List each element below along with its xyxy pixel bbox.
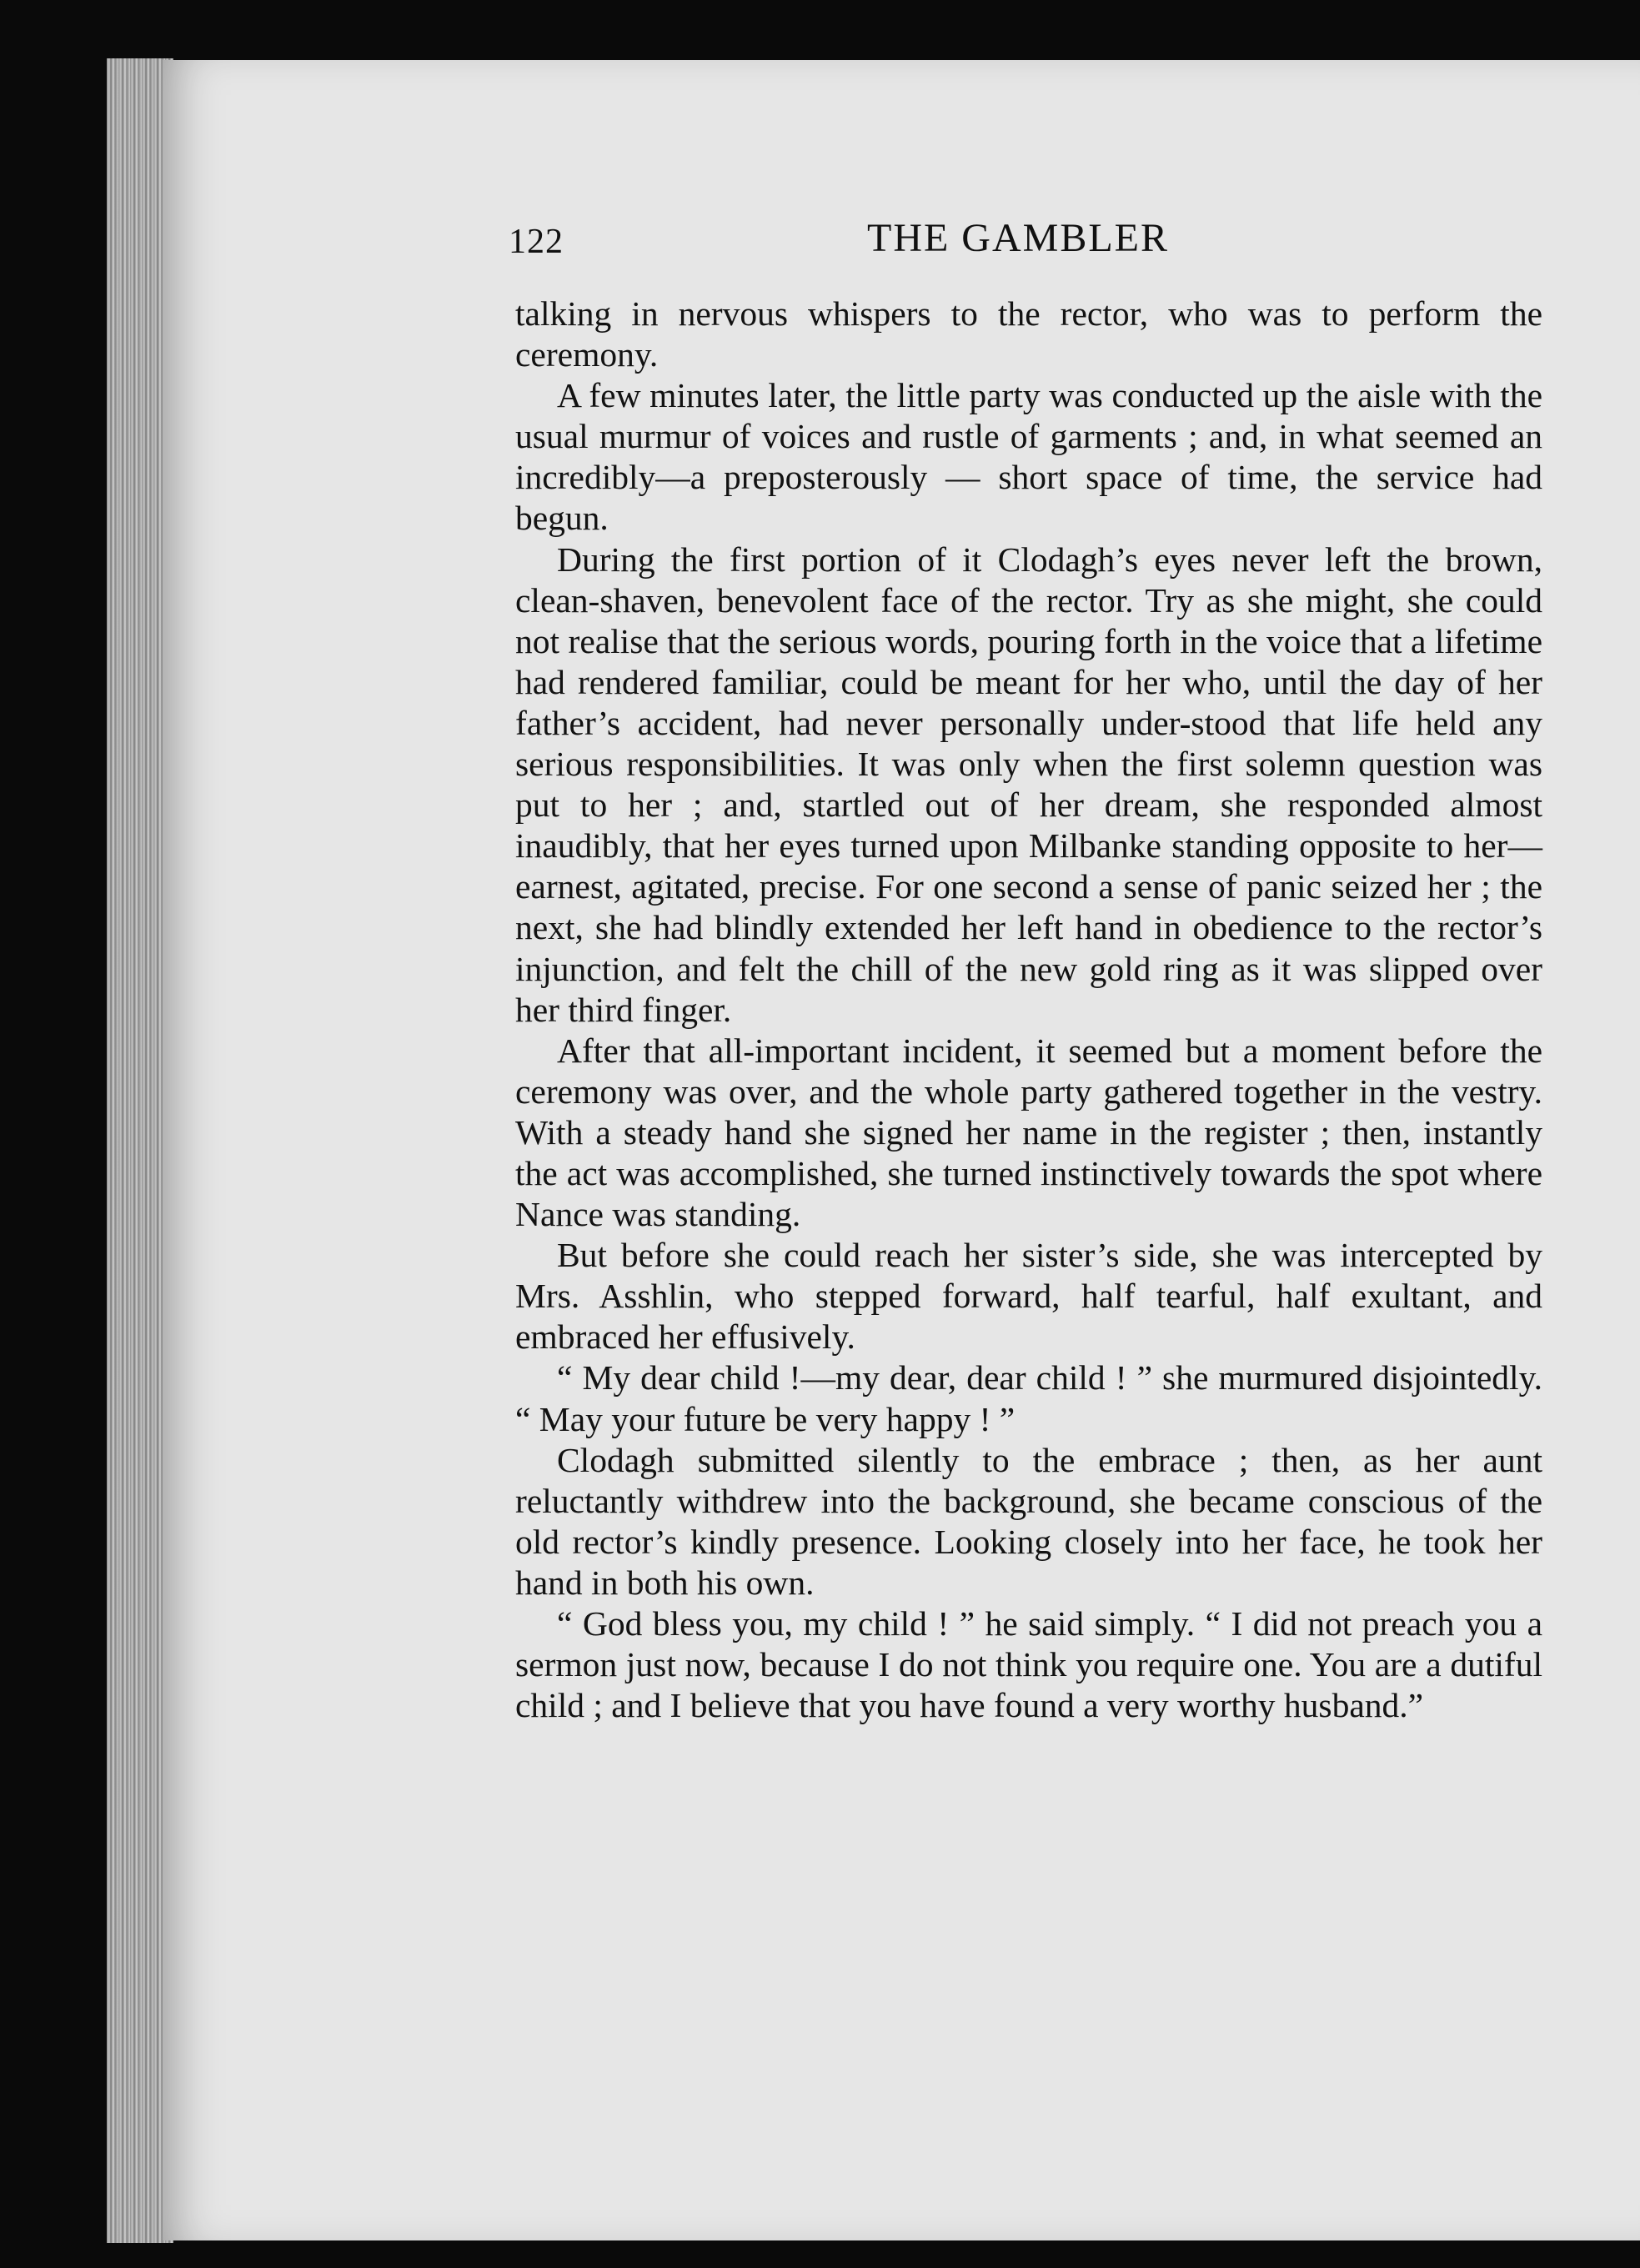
- page-header: [509, 215, 1542, 273]
- paragraph: Clodagh submitted silently to the embrace ; then, as her aunt reluctantly withdrew into the background, she became conscious of the old rector’s kindly presence. Looking closely into her face, he took her hand in both his own.: [515, 1440, 1542, 1602]
- body-text: [515, 294, 1542, 1726]
- paragraph: A few minutes later, the little party was conducted up the aisle with the usual murmur of voices and rustle of garments ; and, in what seemed an incredibly—a preposterously — short space of time, the service had begun.: [515, 376, 1542, 538]
- page-number: 122: [509, 223, 564, 261]
- paragraph: “ God bless you, my child ! ” he said simply. “ I did not preach you a sermon just now, because I do not think you require one. You are a dutiful child ; and I believe that you have found a very worthy husband.”: [515, 1604, 1542, 1725]
- paragraph: But before she could reach her sister’s side, she was intercepted by Mrs. Asshlin, who stepped forward, half tearful, half exultant, and embraced her effusively.: [515, 1236, 1542, 1357]
- paragraph: After that all-important incident, it seemed but a moment before the ceremony was over, and the whole party gathered together in the vestry. With a steady hand she signed her name in the register ; then, instantly the act was accomplished, she turned instinctively towards the spot where Nance was standing.: [515, 1031, 1542, 1234]
- paragraph: talking in nervous whispers to the rector, who was to perform the ceremony.: [515, 294, 1542, 374]
- paragraph: “ My dear child !—my dear, dear child ! ” she murmured disjointedly. “ May your future be very happy ! ”: [515, 1358, 1542, 1438]
- running-title: THE GAMBLER: [867, 216, 1169, 260]
- paragraph: During the first portion of it Clodagh’s eyes never left the brown, clean-shaven, benevolent face of the rector. Try as she might, she could not realise that the serious words, pouring forth in the voice that a lifetime had rendered familiar, could be meant for her who, until the day of her father’s accident, had never personally under-stood that life held any serious responsibilities. It was only when the first solemn question was put to her ; and, startled out of her dream, she responded almost inaudibly, that her eyes turned upon Milbanke standing opposite to her—earnest, agitated, precise. For one second a sense of panic seized her ; the next, she had blindly extended her left hand in obedience to the rector’s injunction, and felt the chill of the new gold ring as it was slipped over her third finger.: [515, 539, 1542, 1029]
